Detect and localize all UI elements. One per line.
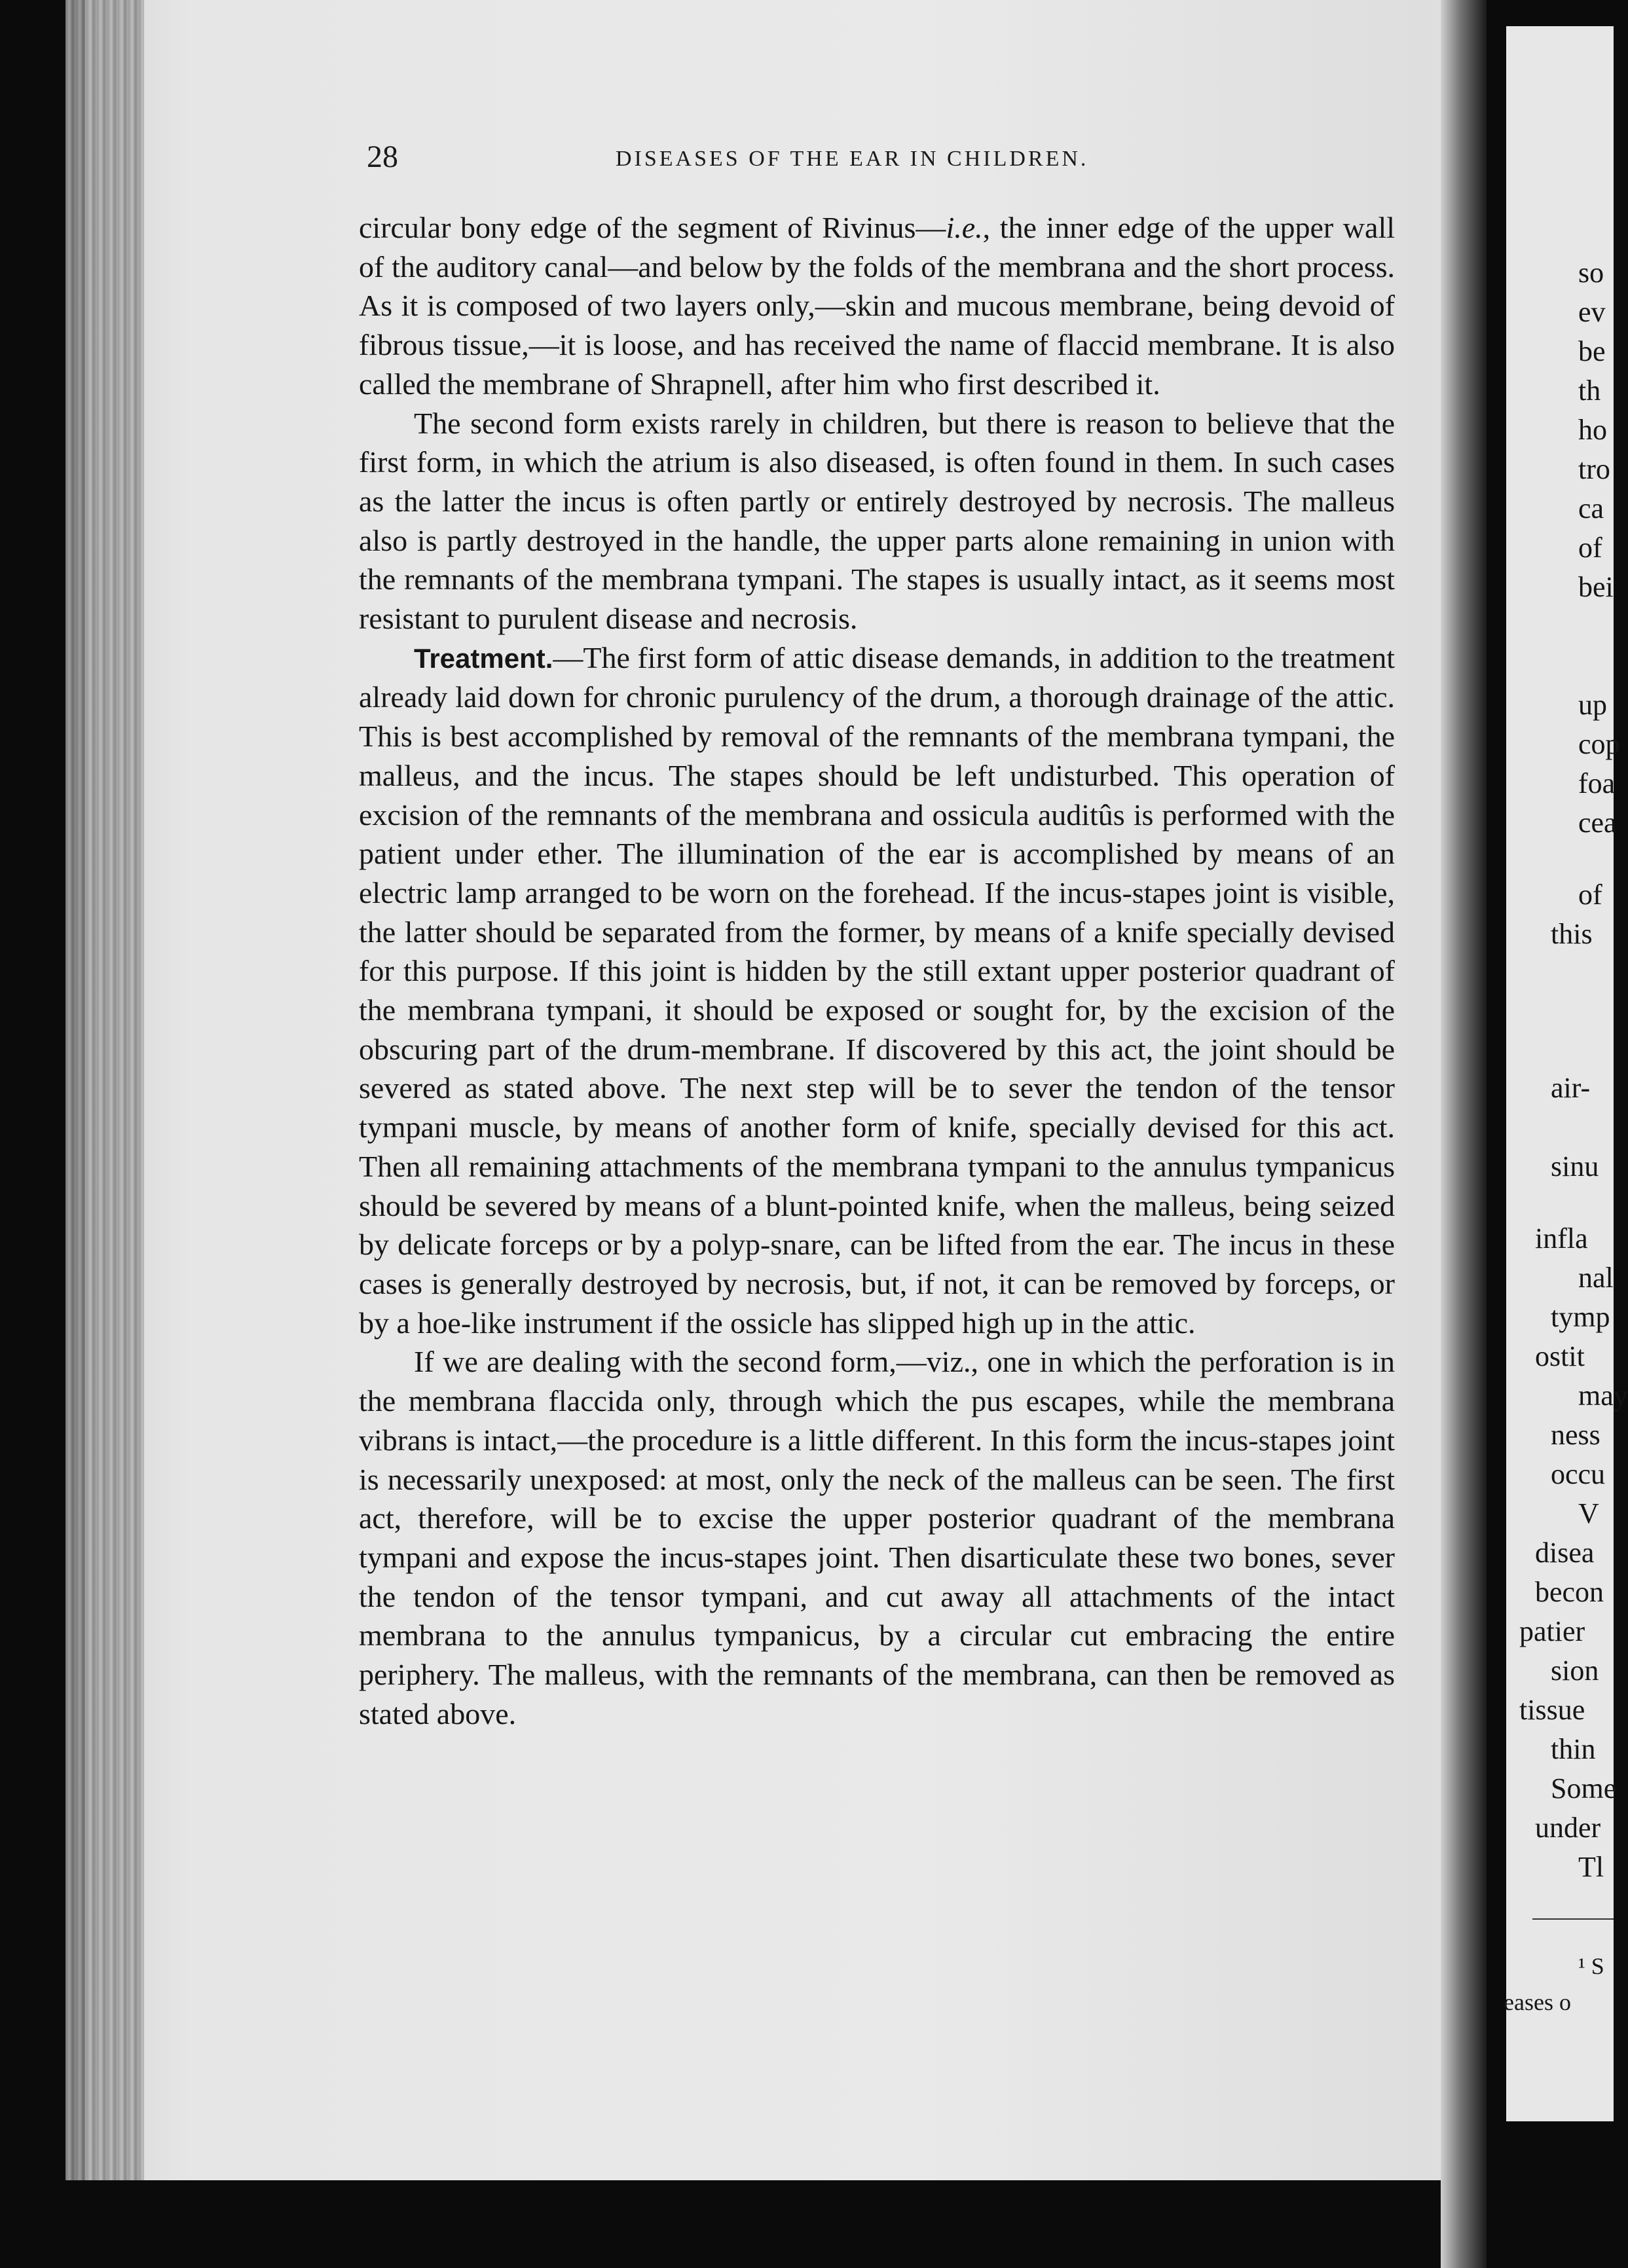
- facing-page-line: ness: [1551, 1419, 1600, 1451]
- facing-page-line: ev: [1578, 296, 1606, 328]
- facing-page-line: may: [1578, 1380, 1628, 1412]
- facing-page-line: tro: [1578, 453, 1610, 485]
- facing-page-line: air-: [1551, 1072, 1591, 1104]
- facing-page-line: bei: [1578, 571, 1614, 603]
- text-run: If we are dealing with the second form,—viz., one in which the perforation is in the membrana flaccida only, through which the pus escapes, while the membrana vibrans is intact,—the procedure is a little different. In this form the incus-stapes joint is necessarily unexposed: at most, only the neck of the malleus can be seen. The first act, therefore, will be to excise the upper posterior quadrant of the membrana tympani and expose the incus-stapes joint. Then disarticulate these two bones, sever the tendon of the tensor tympani, and cut away all attachments of the intact membrana to the annulus tympanicus, by a circular cut embracing the entire periphery. The malleus, with the remnants of the membrana, can then be removed as stated above.: [359, 1345, 1395, 1730]
- body-text: [359, 208, 1395, 1733]
- text-run: , the inner edge of the upper wall of the auditory canal—and below by the folds of the membrana and the short process. As it is composed of two layers only,—skin and mucous membrane, being devoid of fibrous tissue,—it is loose, and has received the name of flaccid membrane. It is also called the membrane of Shrapnell, after him who first described it.: [359, 211, 1396, 401]
- facing-page-line: up: [1578, 689, 1607, 721]
- facing-page-line: sinu: [1551, 1150, 1599, 1182]
- book-gutter: [1441, 0, 1487, 2268]
- paragraph-4: [359, 1342, 1395, 1733]
- facing-page-line: ostit: [1535, 1340, 1585, 1372]
- facing-page-line: ca: [1578, 492, 1604, 524]
- facing-page-line: disea: [1535, 1537, 1595, 1569]
- text-run: i.e.: [946, 211, 983, 244]
- facing-page-line: foa: [1578, 767, 1616, 799]
- facing-page-line: infla: [1535, 1222, 1588, 1254]
- paragraph-3: [359, 638, 1395, 1343]
- paragraph-2: [359, 404, 1395, 638]
- facing-page-line: nal: [1578, 1262, 1614, 1294]
- facing-page-line: tymp: [1551, 1301, 1610, 1333]
- running-head: [367, 139, 1388, 178]
- facing-page-line: tissue: [1519, 1694, 1585, 1726]
- facing-page-line: thin: [1551, 1733, 1596, 1765]
- footnote-rule: [1532, 1918, 1614, 1920]
- facing-page-line: patier: [1519, 1615, 1585, 1647]
- facing-page-line: cea: [1578, 807, 1617, 839]
- facing-page-line: under: [1535, 1812, 1601, 1844]
- text-run: The second form exists rarely in children, but there is reason to believe that the first form, in which the atrium is also diseased, is often found in them. In such cases as the latter the incus is often partly or entirely destroyed by necrosis. The malleus also is partly destroyed in the handle, the upper parts alone remaining in union with the remnants of the membrana tympani. The stapes is usually intact, as it seems most resistant to purulent disease and necrosis.: [359, 406, 1395, 636]
- facing-page-line: Tl: [1578, 1851, 1604, 1883]
- facing-page-line: of: [1578, 532, 1602, 564]
- page-edges: [65, 0, 144, 2180]
- facing-page-line: of: [1578, 879, 1602, 911]
- paragraph-1: [359, 208, 1395, 404]
- facing-page-line: sion: [1551, 1655, 1599, 1687]
- facing-page-line: ¹ S: [1578, 1953, 1604, 1979]
- text-run: Treatment.: [414, 642, 553, 674]
- facing-page-line: so: [1578, 257, 1604, 289]
- facing-page-line: Some: [1551, 1772, 1617, 1804]
- facing-page-line: eases o: [1504, 1989, 1571, 2015]
- page-number: 28: [367, 139, 398, 174]
- facing-page: [1504, 26, 1628, 2121]
- facing-page-line: V: [1578, 1497, 1599, 1529]
- running-title: DISEASES OF THE EAR IN CHILDREN.: [616, 147, 1089, 171]
- text-run: circular bony edge of the segment of Rivinus—: [359, 211, 946, 244]
- facing-page-line: becon: [1535, 1576, 1604, 1608]
- facing-page-line: this: [1551, 918, 1593, 950]
- text-run: —The first form of attic disease demands, in addition to the treatment already laid down for chronic purulency of the drum, a thorough drainage of the attic. This is best accomplished by removal of the remnants of the membrana tympani, the malleus, and the incus. The stapes should be left undisturbed. This operation of excision of the remnants of the membrana and ossicula auditûs is performed with the patient under ether. The illumination of the ear is accomplished by means of an electric lamp arranged to be worn on the forehead. If the incus-stapes joint is visible, the latter should be separated from the former, by means of a knife specially devised for this purpose. If this joint is hidden by the still extant upper posterior quadrant of the membrana tympani, it should be exposed or sought for, by the excision of the obscuring part of the drum-membrane. If discovered by this act, the joint should be severed as stated above. The next step will be to sever the tendon of the tensor tympani muscle, by means of another form of knife, specially devised for this act. Then all remaining attachments of the membrana tympani to the annulus tympanicus should be severed by means of a blunt-pointed knife, when the malleus, being seized by delicate forceps or by a polyp-snare, can be lifted from the ear. The incus in these cases is generally destroyed by necrosis, but, if not, it can be removed by forceps, or by a hoe-like instrument if the ossicle has slipped high up in the attic.: [359, 640, 1395, 1340]
- facing-page-line: ho: [1578, 414, 1607, 446]
- facing-page-line: th: [1578, 375, 1601, 407]
- facing-page-line: cop: [1578, 728, 1620, 760]
- facing-page-line: occu: [1551, 1458, 1606, 1490]
- facing-page-line: be: [1578, 335, 1606, 367]
